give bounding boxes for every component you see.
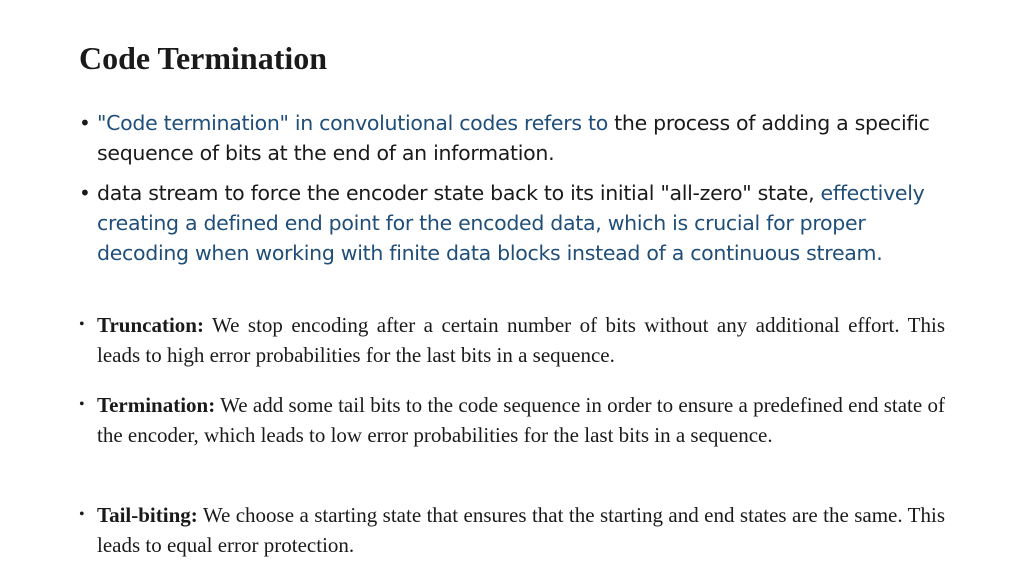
term-description: We stop encoding after a certain number of bits without any additional effort. This leads to high error probabilities for the last bits in a sequence. [97,313,945,367]
term-label: Termination: [97,393,216,417]
bullet-item-purpose [79,178,945,268]
bullet-text [97,108,945,168]
bullet-text [97,500,945,560]
bullet-marker: • [79,396,85,413]
term-label: Truncation: [97,313,204,337]
slide-title: Code Termination [79,40,328,76]
bullet-item-termination [79,390,945,450]
bullet-text [97,178,945,268]
highlighted-text: "Code termination" in convolutional codes refers to [97,111,608,135]
bullet-marker: • [79,181,91,205]
bullet-item-definition [79,108,945,168]
plain-text: the process of adding a specific sequence of bits at the end of an information. [97,111,930,165]
highlighted-text: effectively creating a defined end point for the encoded data, which is crucial for proper decoding when working with finite data blocks instead of a continuous stream. [97,181,925,265]
bullet-item-tail-biting [79,500,945,560]
term-label: Tail-biting: [97,503,198,527]
bullet-marker: • [79,111,91,135]
plain-text: data stream to force the encoder state back to its initial "all-zero" state, [97,181,815,205]
term-description: We add some tail bits to the code sequence in order to ensure a predefined end state of the encoder, which leads to low error probabilities for the last bits in a sequence. [97,393,945,447]
bullet-item-truncation [79,310,945,370]
bullet-text [97,310,945,370]
bullet-text [97,390,945,450]
bullet-marker: • [79,316,85,333]
term-description: We choose a starting state that ensures that the starting and end states are the same. This leads to equal error protection. [97,503,945,557]
bullet-marker: • [79,506,85,523]
